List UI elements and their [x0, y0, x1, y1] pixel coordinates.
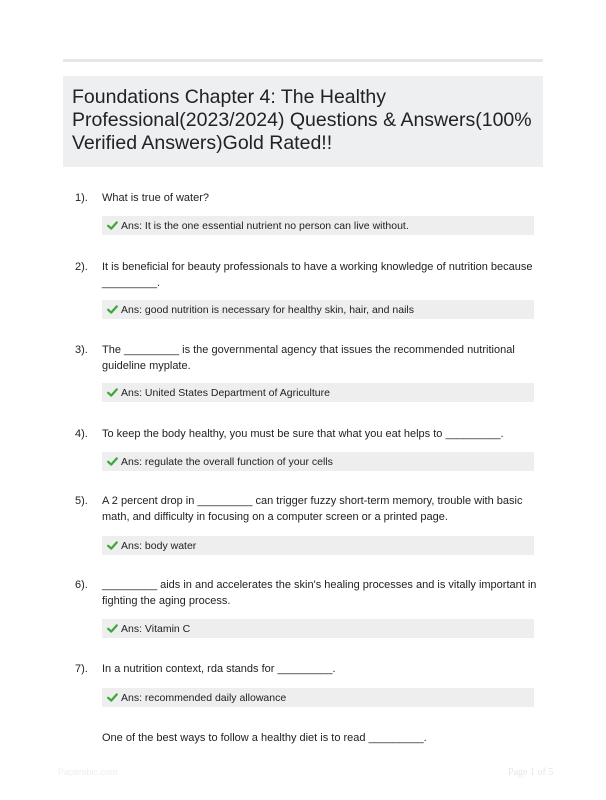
title-box [63, 76, 543, 167]
question-text: To keep the body healthy, you must be sure that what you eat helps to _________. [102, 428, 504, 440]
question-number: 3). [75, 344, 88, 356]
question-number: 4). [75, 428, 88, 440]
answer-text: Ans: Vitamin C [121, 622, 191, 635]
answer-text: Ans: body water [121, 539, 197, 552]
answer-box [102, 300, 534, 319]
question-text: What is true of water? [102, 192, 209, 204]
question-number: 1). [75, 192, 88, 204]
answer-text: Ans: recommended daily allowance [121, 691, 287, 704]
question-text: One of the best ways to follow a healthy diet is to read _________. [102, 732, 427, 744]
top-divider [63, 59, 543, 62]
question-text: In a nutrition context, rda stands for _________. [102, 663, 336, 675]
answer-text: Ans: regulate the overall function of your cells [121, 455, 333, 468]
page-number: Page 1 of 5 [508, 767, 554, 778]
answer-text: Ans: good nutrition is necessary for healthy skin, hair, and nails [121, 303, 414, 316]
check-icon [107, 540, 118, 551]
question-number: 6). [75, 579, 88, 591]
answer-box [102, 688, 534, 707]
check-icon [107, 387, 118, 398]
question-text: It is beneficial for beauty professionals to have a working knowledge of nutrition because _________. [102, 261, 533, 289]
check-icon [107, 456, 118, 467]
question-text: A 2 percent drop in _________ can trigger fuzzy short-term memory, trouble with basic math, and difficulty in focusing on a computer screen or a printed page. [102, 495, 523, 523]
check-icon [107, 304, 118, 315]
answer-box [102, 452, 534, 471]
answer-box [102, 216, 534, 235]
question-number: 7). [75, 663, 88, 675]
answer-box [102, 383, 534, 402]
answer-text: Ans: It is the one essential nutrient no person can live without. [121, 219, 409, 232]
check-icon [107, 220, 118, 231]
answer-box [102, 619, 534, 638]
watermark-text: Papersbic.com [58, 767, 118, 777]
question-text: The _________ is the governmental agency that issues the recommended nutritional guideline myplate. [102, 344, 515, 372]
question-text: _________ aids in and accelerates the skin's healing processes and is vitally important in fighting the aging process. [102, 579, 537, 607]
check-icon [107, 623, 118, 634]
question-number: 5). [75, 495, 88, 507]
page-title: Foundations Chapter 4: The Healthy Professional(2023/2024) Questions & Answers(100% Verified Answers)Gold Rated!! [72, 86, 532, 154]
answer-box [102, 536, 534, 555]
question-number: 2). [75, 261, 88, 273]
answer-text: Ans: United States Department of Agriculture [121, 386, 330, 399]
check-icon [107, 692, 118, 703]
